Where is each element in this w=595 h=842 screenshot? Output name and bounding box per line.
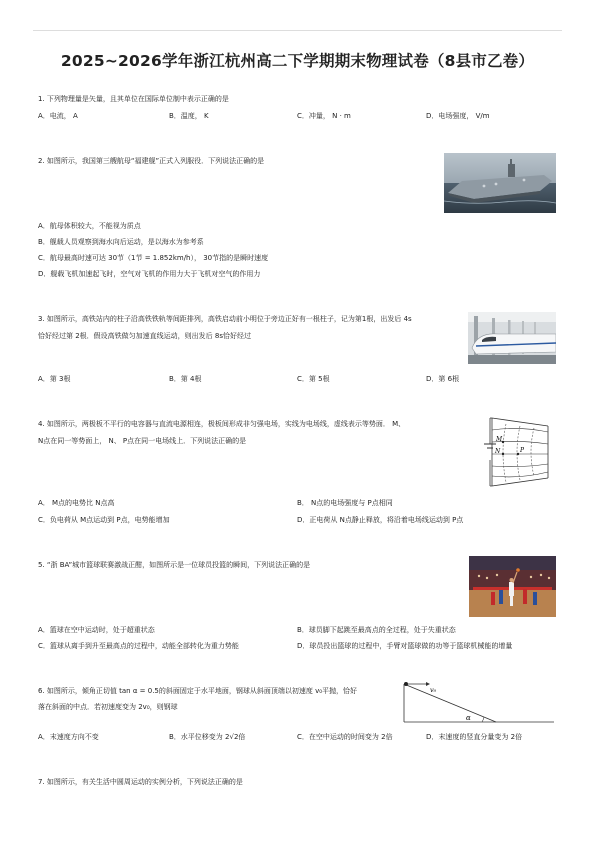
label-alpha: α xyxy=(466,714,471,722)
question-1-option-b: B．温度， K xyxy=(169,112,209,120)
question-4-option-a: A． M点的电势比 N点高 xyxy=(38,499,115,507)
label-p: P xyxy=(520,447,525,454)
question-5-option-a: A．篮球在空中运动时，处于超重状态 xyxy=(38,626,155,634)
exam-title: 2025~2026学年浙江杭州高二下学期期末物理试卷（8县市乙卷） xyxy=(60,52,535,70)
question-7-stem: 7. 如图所示，有关生活中圆周运动的实例分析，下列说法正确的是 xyxy=(38,778,243,786)
question-2-option-d: D．舰载飞机加速起飞时，空气对飞机的作用力大于飞机对空气的作用力 xyxy=(38,270,261,278)
capacitor-electric-field-diagram xyxy=(456,416,556,488)
high-speed-train-photo xyxy=(468,312,556,364)
question-3-stem-line1: 3. 如图所示，高铁站内的柱子沿高铁铁轨等间距排列，高铁启动前小明位于旁边正好有一根柱子，记为第1根，出发后 4s xyxy=(38,315,412,323)
question-3-option-c: C．第 5根 xyxy=(297,375,330,383)
question-2-option-c: C．航母最高时速可达 30节（1节 = 1.852km/h）， 30节指的是瞬时速度 xyxy=(38,254,269,262)
question-4-option-c: C．负电荷从 M点运动到 P点，电势能增加 xyxy=(38,516,170,524)
question-5-option-b: B．球员脚下起跳至最高点的全过程，处于失重状态 xyxy=(297,626,456,634)
question-2-stem: 2. 如图所示，我国第三艘航母“福建舰”正式入列服役．下列说法正确的是 xyxy=(38,157,265,165)
question-3-option-d: D．第 6根 xyxy=(426,375,460,383)
label-v0: v₀ xyxy=(430,686,437,694)
question-6-option-a: A．末速度方向不变 xyxy=(38,733,99,741)
question-5-option-d: D．球员投出篮球的过程中，手臂对篮球做的功等于篮球机械能的增量 xyxy=(297,642,513,650)
basketball-game-photo xyxy=(469,556,556,617)
question-5-option-c: C．篮球从离手到升至最高点的过程中，动能全部转化为重力势能 xyxy=(38,642,239,650)
question-1-option-a: A．电流， A xyxy=(38,112,78,120)
question-6-stem-line1: 6. 如图所示，倾角正切值 tan α = 0.5的斜面固定于水平地面，钢球从斜面顶端以初速度 v₀平抛，恰好 xyxy=(38,687,358,695)
question-1-option-d: D．电场强度， V/m xyxy=(426,112,490,120)
inclined-plane-projectile-diagram xyxy=(402,680,556,726)
page-top-rule xyxy=(33,30,562,31)
question-1-option-c: C．冲量， N · m xyxy=(297,112,351,120)
question-4-option-d: D．正电荷从 N点静止释放，将沿着电场线运动到 P点 xyxy=(297,516,464,524)
label-n: N xyxy=(495,448,501,455)
question-5-stem: 5. “浙 BA”城市篮球联赛激战正酣，如图所示是一位球员投篮的瞬间，下列说法正确的是 xyxy=(38,561,311,569)
question-4-stem-line1: 4. 如图所示，两极板不平行的电容器与直流电源相连，极板间形成非匀强电场，实线为电场线，虚线表示等势面． M、 xyxy=(38,420,406,428)
question-6-stem-line2: 落在斜面的中点．若初速度变为 2v₀，则钢球 xyxy=(38,703,178,711)
question-3-stem-line2: 恰好经过第 2根．假设高铁做匀加速直线运动，则出发后 8s恰好经过 xyxy=(38,332,252,340)
label-m: M xyxy=(496,436,503,443)
question-6-option-b: B．水平位移变为 2√2倍 xyxy=(169,733,246,741)
question-3-option-b: B．第 4根 xyxy=(169,375,202,383)
question-1-stem: 1. 下列物理量是矢量，且其单位在国际单位制中表示正确的是 xyxy=(38,95,229,103)
aircraft-carrier-photo xyxy=(444,153,556,213)
question-4-option-b: B． N点的电场强度与 P点相同 xyxy=(297,499,393,507)
question-2-option-b: B．舰载人员观察到海水向后运动，是以海水为参考系 xyxy=(38,238,204,246)
question-2-option-a: A．航母体积较大，不能视为质点 xyxy=(38,222,141,230)
question-6-option-d: D．末速度的竖直分量变为 2倍 xyxy=(426,733,523,741)
question-4-stem-line2: N点在同一等势面上， N、 P点在同一电场线上．下列说法正确的是 xyxy=(38,437,247,445)
question-6-option-c: C．在空中运动的时间变为 2倍 xyxy=(297,733,393,741)
question-3-option-a: A．第 3根 xyxy=(38,375,71,383)
